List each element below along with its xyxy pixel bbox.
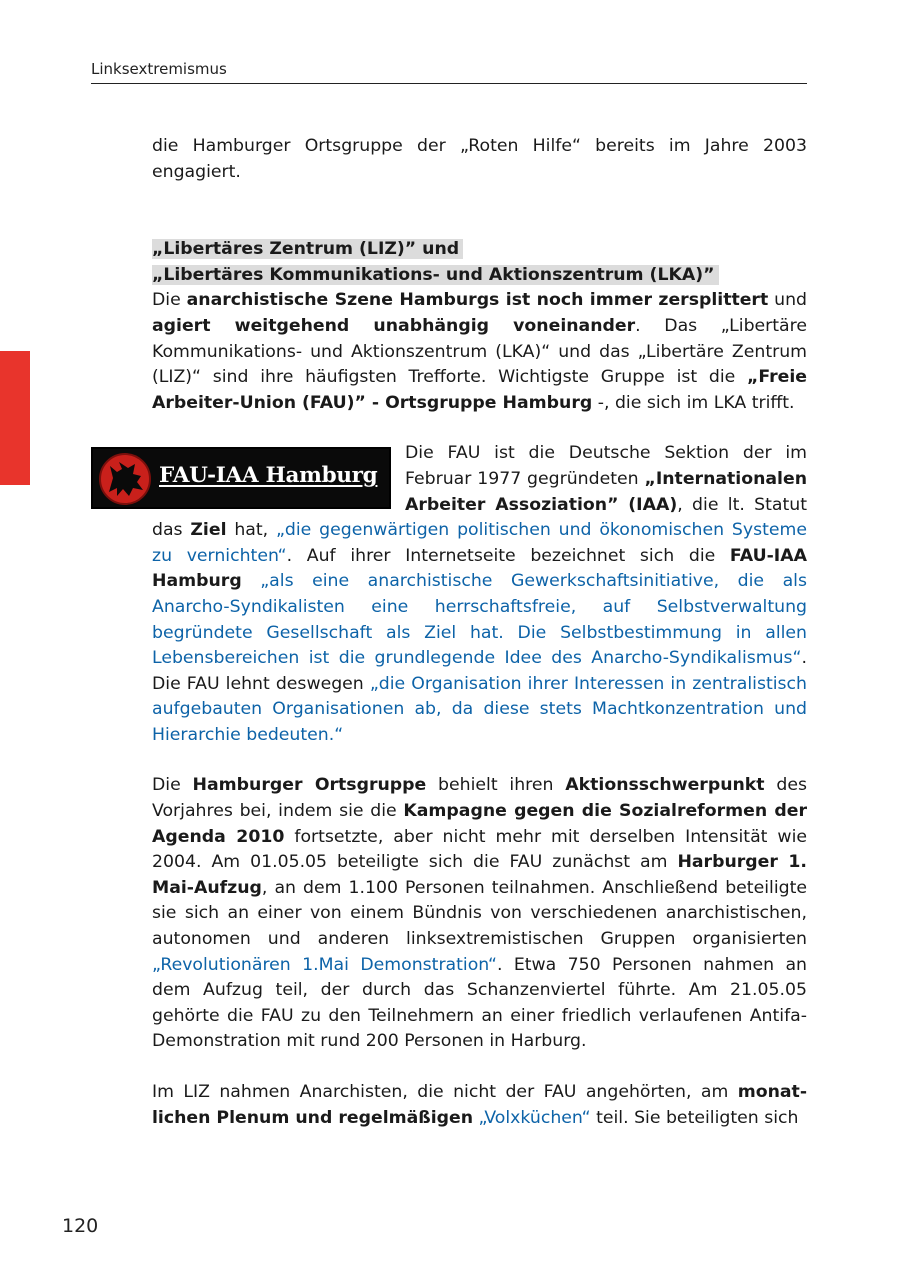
paragraph-anarchist-scene: Die anarchistische Szene Hamburgs ist noch immer zersplittert und agiert weitgehend unabhängig voneinander. Das „Libertäre Kommunikations- und Aktionszentrum (LKA)“ und das „Libertäre Zentrum (LIZ)“ sind ihre häufigsten Trefforte. Wichtigste Gruppe ist die „Freie Arbeiter-Union (FAU)” - Ortsgruppe Hamburg -, die sich im LKA trifft. [152,290,808,413]
page-body [152,134,807,1131]
quote: „die gegenwärtigen politischen und ökonomischen Systeme zu vernichten“ [152,520,807,566]
page-number: 120 [62,1215,99,1237]
fau-iaa-logo [91,447,391,509]
section-heading [152,237,807,288]
logo-text: FAU-IAA Hamburg [159,463,378,489]
section-heading-line-2: „Libertäres Kommunikations- und Aktionszentrum (LKA)” [152,265,719,285]
black-cat-icon [95,452,155,506]
running-header: Linksextremismus [91,60,807,84]
paragraph-fau-iaa: FAU-IAA Hamburg Die FAU ist die Deutsche Sektion der im Februar 1977 gegründeten „Internationalen Arbeiter Assoziation” (IAA), die lt. Statut das Ziel hat, „die gegenwärtigen politischen und ökonomischen Systeme zu vernichten“. Auf ihrer Internetseite bezeichnet sich die FAU-IAA Hamburg „als eine anarchistische Gewerkschaftsinitiative, die als Anarcho-Syndikalisten eine herrschaftsfreie, auf Selbstverwaltung begründete Gesellschaft als Ziel hat. Die Selbstbestimmung in allen Lebensbereichen ist die grundlegende Idee des Anarcho-Syndikalismus“. Die FAU lehnt deswegen „die Organisation ihrer Interessen in zentralistisch aufgebauten Organisationen ab, da diese stets Machtkonzentration und Hierarchie bedeuten.“ [152,441,807,748]
quote: „Revolutionären 1.Mai Demonstration“ [152,954,497,975]
quote: „die Organisation ihrer Interessen in zentralistisch aufgebauten Organisationen ab, da diese stets Machtkonzentration und Hierarchie bedeuten.“ [152,673,807,745]
paragraph-roten-hilfe: die Hamburger Ortsgruppe der „Roten Hilfe“ bereits im Jahre 2003 engagiert. [152,136,807,182]
paragraph-liz: Im LIZ nahmen Anarchisten, die nicht der FAU angehörten, am monatlichen Plenum und regelmäßigen „Volxküchen“ teil. Sie beteiligten sich [152,1082,807,1128]
section-heading-line-1: „Libertäres Zentrum (LIZ)” und [152,239,463,259]
quote: „als eine anarchistische Gewerkschaftsinitiative, die als Anarcho-Syndikalisten eine herrschaftsfreie, auf Selbstverwaltung begründete Gesellschaft als Ziel hat. Die Selbstbestimmung in allen Lebensbereichen ist die grundlegende Idee des Anarcho-Syndikalismus“ [152,571,807,669]
paragraph-hamburger-ortsgruppe: Die Hamburger Ortsgruppe behielt ihren Aktionsschwerpunkt des Vorjahres bei, indem sie die Kampagne gegen die Sozialreformen der Agenda 2010 fortsetzte, aber nicht mehr mit derselben Intensität wie 2004. Am 01.05.05 beteiligte sich die FAU zunächst am Harburger 1. Mai-Aufzug, an dem 1.100 Personen teilnahmen. Anschließend beteiligte sie sich an einer von einem Bündnis von verschiedenen anarchistischen, autonomen und anderen linksextremistischen Gruppen organisierten „Revolutionären 1.Mai Demonstration“. Etwa 750 Personen nahmen an dem Aufzug teil, der durch das Schanzenviertel führte. Am 21.05.05 gehörte die FAU zu den Teilnehmern an einer friedlich verlaufenen Antifa-Demonstration mit rund 200 Personen in Harburg. [152,775,807,1052]
chapter-tab-marker [0,351,30,485]
quote: „Volxküchen“ [478,1107,591,1128]
